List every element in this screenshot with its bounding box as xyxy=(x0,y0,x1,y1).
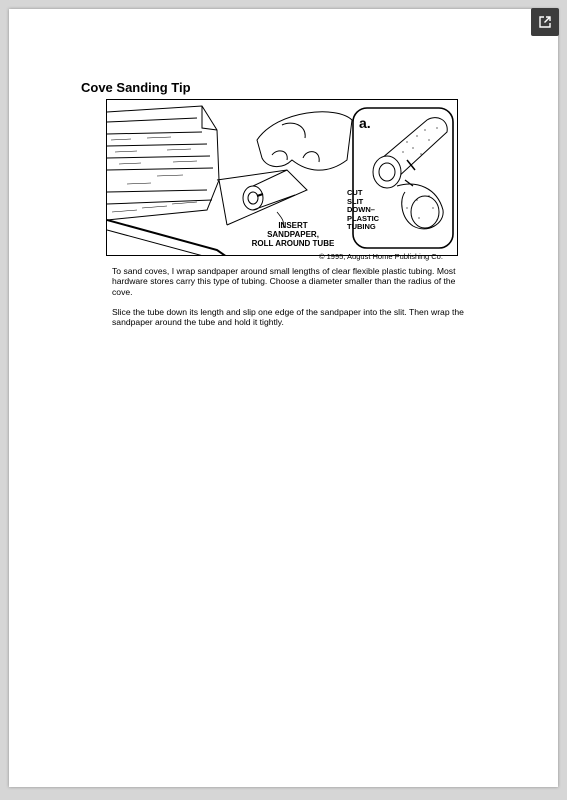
open-in-new-icon xyxy=(538,15,552,29)
document-page xyxy=(9,9,558,787)
figure-credit: © 1995, August Home Publishing Co. xyxy=(319,252,443,261)
figure-inset-letter: a. xyxy=(359,115,371,131)
open-in-new-button[interactable] xyxy=(531,8,559,36)
figure-inset-label: CUT SLIT DOWN– PLASTIC TUBING xyxy=(347,188,380,232)
figure-main-label: INSERT SANDPAPER, ROLL AROUND TUBE xyxy=(251,221,335,248)
page-title: Cove Sanding Tip xyxy=(81,80,191,95)
body-paragraph-1: To sand coves, I wrap sandpaper around small lengths of clear flexible plastic tubing. Most hardware stores carry this type of tubing. Choose a diameter smaller than the radius of the cove. xyxy=(112,266,456,297)
body-paragraph-2: Slice the tube down its length and slip one edge of the sandpaper into the slit. Then wrap the sandpaper around the tube and hold it tightly. xyxy=(112,307,464,328)
illustration-figure xyxy=(106,99,458,256)
